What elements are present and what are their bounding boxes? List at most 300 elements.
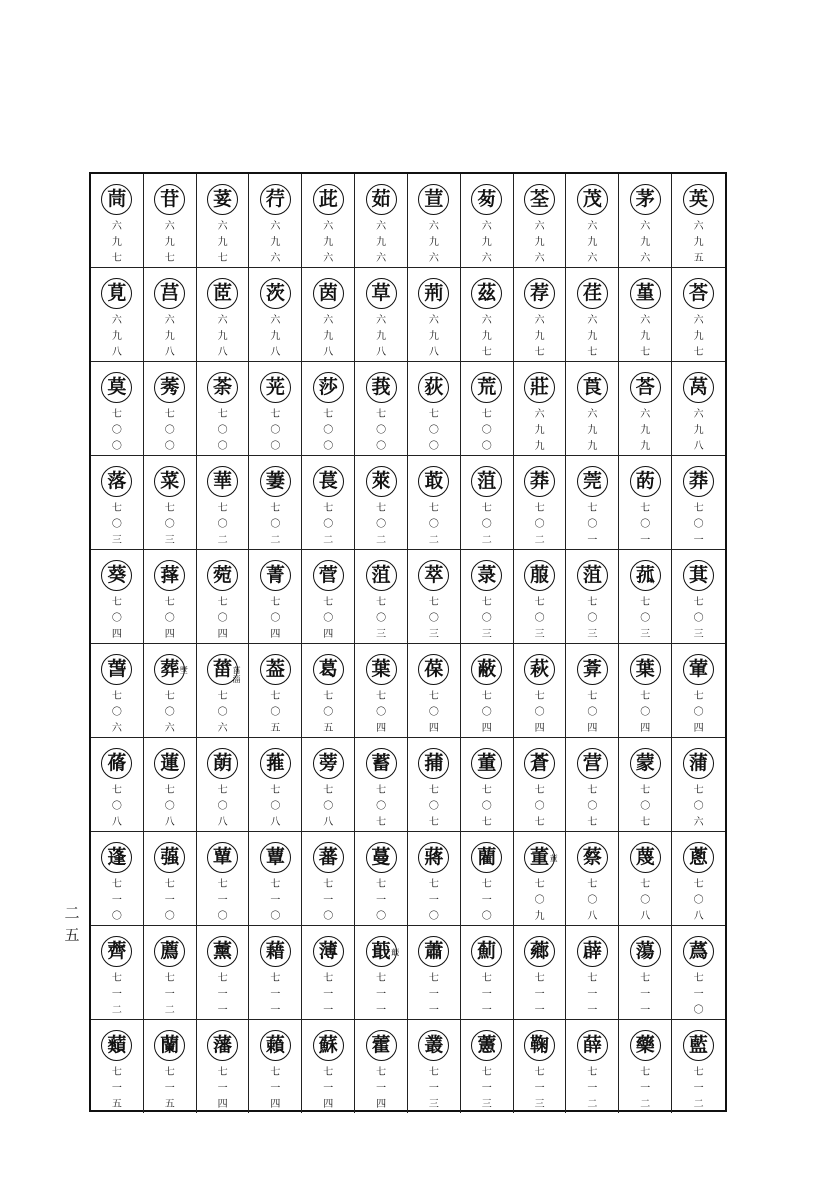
table-cell <box>408 1020 461 1113</box>
table-cell <box>355 362 408 456</box>
page-reference: 七 〇 四 <box>323 597 334 640</box>
table-cell <box>514 268 567 362</box>
circled-character: 萃 <box>418 560 449 591</box>
page-reference: 七 一 〇 <box>217 879 228 922</box>
page-reference: 七 〇 七 <box>481 785 492 828</box>
circled-character: 藩 <box>207 1030 238 1061</box>
circled-character: 茈 <box>313 184 344 215</box>
page-reference: 七 〇 七 <box>376 785 387 828</box>
table-cell <box>619 832 672 926</box>
page-reference: 七 一 二 <box>587 1067 598 1110</box>
page-reference: 七 〇 三 <box>640 597 651 640</box>
circled-character: 萊 <box>366 466 397 497</box>
circled-character: 堇 <box>630 278 661 309</box>
circled-character: 英 <box>683 184 714 215</box>
circled-character: 茅 <box>630 184 661 215</box>
circled-character: 菰 <box>630 560 661 591</box>
table-cell <box>355 926 408 1020</box>
table-cell <box>619 926 672 1020</box>
circled-character: 蘇 <box>313 1030 344 1061</box>
table-cell <box>302 1020 355 1113</box>
circled-character: 茼 <box>101 184 132 215</box>
page-reference: 七 一 〇 <box>164 879 175 922</box>
circled-character: 营 <box>577 748 608 779</box>
circled-character: 蔓 <box>366 842 397 873</box>
table-cell <box>144 268 197 362</box>
circled-character: 菹 <box>577 560 608 591</box>
circled-character: 莽 <box>524 466 555 497</box>
page-reference: 七 一 一 <box>534 973 545 1016</box>
page-reference: 七 〇 八 <box>111 785 122 828</box>
page-reference: 七 〇 一 <box>640 503 651 546</box>
page-reference: 七 一 四 <box>323 1067 334 1110</box>
page-reference: 六 九 七 <box>164 221 175 264</box>
table-cell <box>355 550 408 644</box>
table-cell <box>91 644 144 738</box>
circled-character: 薺 <box>101 936 132 967</box>
table-cell <box>197 738 250 832</box>
circled-character: 蓬 <box>101 842 132 873</box>
circled-character: 菂 <box>630 466 661 497</box>
table-cell <box>566 550 619 644</box>
circled-character: 藿 <box>366 1030 397 1061</box>
table-cell <box>91 738 144 832</box>
circled-character: 苷 <box>154 184 185 215</box>
table-cell <box>302 738 355 832</box>
circled-character: 蔿 <box>683 936 714 967</box>
page-reference: 七 一 五 <box>164 1067 175 1110</box>
circled-character: 薦 <box>154 936 185 967</box>
table-cell <box>672 174 725 268</box>
circled-character: 蒲 <box>683 748 714 779</box>
circled-character: 萁 <box>683 560 714 591</box>
table-cell <box>249 268 302 362</box>
page-reference: 七 一 二 <box>111 973 122 1016</box>
page-reference: 七 〇 〇 <box>164 409 175 452</box>
page-reference: 七 〇 八 <box>217 785 228 828</box>
table-cell <box>461 644 514 738</box>
circled-character: 蘭 <box>154 1030 185 1061</box>
page-reference: 七 一 三 <box>481 1067 492 1110</box>
circled-character: 薊 <box>471 936 502 967</box>
page-reference: 七 〇 三 <box>481 597 492 640</box>
page-reference: 六 九 六 <box>376 221 387 264</box>
table-cell <box>672 644 725 738</box>
table-cell <box>672 926 725 1020</box>
circled-character: 薰 <box>207 936 238 967</box>
table-cell <box>355 268 408 362</box>
page-reference: 七 〇 三 <box>428 597 439 640</box>
table-cell <box>619 644 672 738</box>
circled-character: 落 <box>101 466 132 497</box>
circled-character: 茵 <box>313 278 344 309</box>
page-reference: 七 〇 四 <box>164 597 175 640</box>
circled-character: 菔 <box>524 560 555 591</box>
table-cell <box>566 644 619 738</box>
page-reference: 七 〇 〇 <box>428 409 439 452</box>
circled-character: 萚 <box>154 560 185 591</box>
table-cell <box>566 362 619 456</box>
page-reference: 六 九 八 <box>323 315 334 358</box>
circled-character: 荃 <box>524 184 555 215</box>
table-cell <box>144 174 197 268</box>
table-cell <box>619 1020 672 1113</box>
table-cell <box>91 1020 144 1113</box>
table-cell <box>249 644 302 738</box>
page-reference: 七 〇 八 <box>323 785 334 828</box>
table-cell <box>408 550 461 644</box>
table-cell <box>144 926 197 1020</box>
page-reference: 七 一 三 <box>428 1067 439 1110</box>
table-cell <box>355 738 408 832</box>
circled-character: 莧 <box>101 278 132 309</box>
page-reference: 七 〇 二 <box>428 503 439 546</box>
page-reference: 六 九 七 <box>534 315 545 358</box>
table-cell <box>672 362 725 456</box>
circled-character: 萋 <box>260 466 291 497</box>
page-reference: 七 〇 〇 <box>270 409 281 452</box>
circled-character: 荼 <box>207 372 238 403</box>
page-reference: 七 〇 四 <box>587 691 598 734</box>
circled-character: 萇 <box>313 466 344 497</box>
page-reference: 七 〇 三 <box>164 503 175 546</box>
circled-character: 莠 <box>154 372 185 403</box>
circled-character: 菉 <box>471 560 502 591</box>
table-cell <box>461 1020 514 1113</box>
table-cell <box>514 644 567 738</box>
variant-note: 董 <box>549 854 558 863</box>
page-reference: 七 〇 二 <box>217 503 228 546</box>
table-cell <box>619 268 672 362</box>
page-reference: 七 一 五 <box>111 1067 122 1110</box>
page-reference: 七 〇 〇 <box>481 409 492 452</box>
table-cell <box>408 362 461 456</box>
circled-character: 蓄 <box>366 748 397 779</box>
circled-character: 萩 <box>524 654 555 685</box>
table-cell <box>355 456 408 550</box>
circled-character: 莴 <box>683 372 714 403</box>
table-cell <box>197 926 250 1020</box>
circled-character: 菁 <box>260 560 291 591</box>
page-reference: 六 九 八 <box>428 315 439 358</box>
page-reference: 七 〇 七 <box>534 785 545 828</box>
table-cell <box>408 644 461 738</box>
page-reference: 七 一 〇 <box>323 879 334 922</box>
table-cell <box>672 550 725 644</box>
table-cell <box>91 174 144 268</box>
table-cell <box>619 738 672 832</box>
page-reference: 六 九 六 <box>587 221 598 264</box>
table-cell <box>461 832 514 926</box>
page-reference: 七 〇 三 <box>376 597 387 640</box>
circled-character: 草 <box>366 278 397 309</box>
table-cell <box>566 1020 619 1113</box>
table-cell <box>302 832 355 926</box>
page-reference: 七 〇 八 <box>587 879 598 922</box>
page-reference: 六 九 七 <box>217 221 228 264</box>
page-reference: 七 〇 五 <box>270 691 281 734</box>
table-cell <box>249 362 302 456</box>
table-cell <box>91 362 144 456</box>
table-cell <box>566 832 619 926</box>
table-cell <box>197 362 250 456</box>
page-reference: 七 〇 七 <box>587 785 598 828</box>
table-cell <box>249 832 302 926</box>
circled-character: 蕺 <box>366 936 397 967</box>
circled-character: 蘱 <box>101 1030 132 1061</box>
page-reference: 七 〇 九 <box>534 879 545 922</box>
table-cell <box>408 456 461 550</box>
table-cell <box>197 832 250 926</box>
circled-character: 莒 <box>154 278 185 309</box>
page-reference: 七 〇 三 <box>534 597 545 640</box>
page-reference: 七 〇 四 <box>428 691 439 734</box>
page-reference: 六 九 八 <box>693 409 704 452</box>
table-cell <box>144 644 197 738</box>
circled-character: 薌 <box>524 936 555 967</box>
circled-character: 莎 <box>313 372 344 403</box>
page-reference: 七 〇 四 <box>481 691 492 734</box>
table-cell <box>249 1020 302 1113</box>
circled-character: 蓨 <box>101 748 132 779</box>
circled-character: 蕭 <box>418 936 449 967</box>
circled-character: 荇 <box>260 184 291 215</box>
table-cell <box>144 738 197 832</box>
page-reference: 七 一 一 <box>428 973 439 1016</box>
page-reference: 六 九 六 <box>534 221 545 264</box>
page-reference: 六 九 六 <box>481 221 492 264</box>
table-cell <box>302 926 355 1020</box>
circled-character: 菆 <box>418 466 449 497</box>
page-reference: 六 九 六 <box>640 221 651 264</box>
circled-character: 荅 <box>630 372 661 403</box>
circled-character: 莊 <box>524 372 555 403</box>
circled-character: 鞠 <box>524 1030 555 1061</box>
table-cell <box>408 738 461 832</box>
circled-character: 蕈 <box>260 842 291 873</box>
table-cell <box>408 174 461 268</box>
table-cell <box>566 456 619 550</box>
page-reference: 六 九 八 <box>270 315 281 358</box>
table-cell <box>408 832 461 926</box>
table-cell <box>408 268 461 362</box>
page-reference: 六 九 七 <box>587 315 598 358</box>
circled-character: 藼 <box>471 1030 502 1061</box>
table-cell <box>197 174 250 268</box>
page-reference: 七 〇 七 <box>640 785 651 828</box>
page-reference: 七 〇 〇 <box>111 409 122 452</box>
circled-character: 蓢 <box>207 748 238 779</box>
table-cell <box>144 832 197 926</box>
page-reference: 七 〇 二 <box>376 503 387 546</box>
page-reference: 六 九 七 <box>640 315 651 358</box>
circled-character: 葵 <box>101 560 132 591</box>
page-reference: 七 〇 〇 <box>217 409 228 452</box>
page-reference: 七 〇 四 <box>693 691 704 734</box>
table-cell <box>302 456 355 550</box>
table-cell <box>514 174 567 268</box>
table-cell <box>144 456 197 550</box>
table-cell <box>249 456 302 550</box>
page-reference: 六 九 七 <box>481 315 492 358</box>
table-cell <box>197 550 250 644</box>
table-cell <box>461 362 514 456</box>
table-cell <box>514 832 567 926</box>
table-cell <box>197 1020 250 1113</box>
page-reference: 七 〇 六 <box>693 785 704 828</box>
page-reference: 七 〇 二 <box>323 503 334 546</box>
table-cell <box>91 832 144 926</box>
page-reference: 六 九 九 <box>587 409 598 452</box>
circled-character: 藉 <box>260 936 291 967</box>
circled-character: 薛 <box>577 1030 608 1061</box>
circled-character: 蒙 <box>630 748 661 779</box>
page-reference: 七 一 一 <box>217 973 228 1016</box>
table-cell <box>302 362 355 456</box>
table-cell <box>566 926 619 1020</box>
circled-character: 蔣 <box>418 842 449 873</box>
table-cell <box>91 926 144 1020</box>
circled-character: 藾 <box>260 1030 291 1061</box>
circled-character: 荊 <box>418 278 449 309</box>
circled-character: 蓮 <box>154 748 185 779</box>
circled-character: 董 <box>524 842 555 873</box>
circled-character: 菹 <box>471 466 502 497</box>
circled-character: 葢 <box>260 654 291 685</box>
circled-character: 茹 <box>366 184 397 215</box>
circled-character: 薄 <box>313 936 344 967</box>
circled-character: 萅 <box>101 654 132 685</box>
table-cell <box>461 738 514 832</box>
circled-character: 茨 <box>260 278 291 309</box>
page-reference: 七 〇 八 <box>640 879 651 922</box>
page-reference: 七 一 一 <box>270 973 281 1016</box>
variant-note: 菑淄 <box>232 666 241 684</box>
circled-character: 菜 <box>154 466 185 497</box>
table-cell <box>566 174 619 268</box>
table-cell <box>672 738 725 832</box>
table-cell <box>514 1020 567 1113</box>
page-reference: 七 一 一 <box>376 973 387 1016</box>
circled-character: 蔃 <box>154 842 185 873</box>
circled-character: 蕃 <box>313 842 344 873</box>
circled-character: 蔑 <box>630 842 661 873</box>
page-reference: 七 〇 四 <box>376 691 387 734</box>
page-reference: 七 一 一 <box>323 973 334 1016</box>
page-reference: 七 〇 四 <box>640 691 651 734</box>
table-cell <box>355 174 408 268</box>
page-reference: 六 九 六 <box>270 221 281 264</box>
table-cell <box>408 926 461 1020</box>
page-reference: 七 一 二 <box>164 973 175 1016</box>
page-reference: 七 一 〇 <box>481 879 492 922</box>
page-reference: 七 〇 二 <box>534 503 545 546</box>
circled-character: 蒱 <box>418 748 449 779</box>
table-cell <box>144 1020 197 1113</box>
circled-character: 葘 <box>207 654 238 685</box>
page-reference: 六 九 八 <box>111 315 122 358</box>
table-cell <box>672 832 725 926</box>
table-cell <box>672 1020 725 1113</box>
page-reference: 七 一 二 <box>640 1067 651 1110</box>
table-cell <box>355 644 408 738</box>
page-reference: 六 九 八 <box>164 315 175 358</box>
circled-character: 藺 <box>471 842 502 873</box>
page-reference: 七 〇 二 <box>481 503 492 546</box>
page-reference: 七 〇 四 <box>534 691 545 734</box>
page-reference: 七 〇 三 <box>587 597 598 640</box>
page-reference: 七 〇 八 <box>270 785 281 828</box>
circled-character: 蕇 <box>207 842 238 873</box>
table-cell <box>619 550 672 644</box>
circled-character: 蔥 <box>683 842 714 873</box>
page-reference: 六 九 七 <box>693 315 704 358</box>
circled-character: 董 <box>471 748 502 779</box>
page-reference: 七 〇 一 <box>587 503 598 546</box>
circled-character: 荒 <box>471 372 502 403</box>
circled-character: 葆 <box>418 654 449 685</box>
table-cell <box>514 550 567 644</box>
page-reference: 七 〇 四 <box>217 597 228 640</box>
page-reference: 七 一 一 <box>481 973 492 1016</box>
page-reference: 七 〇 四 <box>270 597 281 640</box>
circled-character: 莪 <box>366 372 397 403</box>
circled-character: 葬 <box>154 654 185 685</box>
circled-character: 荽 <box>207 184 238 215</box>
page-reference: 七 一 〇 <box>270 879 281 922</box>
circled-character: 荻 <box>418 372 449 403</box>
circled-character: 華 <box>207 466 238 497</box>
table-cell <box>302 644 355 738</box>
table-cell <box>302 268 355 362</box>
table-cell <box>514 738 567 832</box>
page-reference: 六 九 六 <box>323 221 334 264</box>
table-cell <box>461 268 514 362</box>
page-reference: 六 九 九 <box>640 409 651 452</box>
table-cell <box>144 362 197 456</box>
table-cell <box>302 174 355 268</box>
table-cell <box>249 550 302 644</box>
page-reference: 七 〇 一 <box>693 503 704 546</box>
character-table <box>89 172 727 1112</box>
table-cell <box>249 738 302 832</box>
circled-character: 蓷 <box>260 748 291 779</box>
page-reference: 六 九 九 <box>534 409 545 452</box>
circled-character: 荁 <box>418 184 449 215</box>
table-cell <box>355 1020 408 1113</box>
circled-character: 莨 <box>577 372 608 403</box>
page-reference: 七 〇 五 <box>323 691 334 734</box>
page-number: 二五 <box>64 904 80 944</box>
page-reference: 六 九 八 <box>217 315 228 358</box>
page-reference: 六 九 六 <box>428 221 439 264</box>
table-cell <box>514 362 567 456</box>
circled-character: 荅 <box>683 278 714 309</box>
page-reference: 六 九 八 <box>376 315 387 358</box>
circled-character: 蕩 <box>630 936 661 967</box>
table-cell <box>249 174 302 268</box>
table-cell <box>566 738 619 832</box>
table-cell <box>91 456 144 550</box>
table-cell <box>461 456 514 550</box>
page-reference: 七 一 三 <box>534 1067 545 1110</box>
table-cell <box>619 362 672 456</box>
page-reference: 七 〇 八 <box>693 879 704 922</box>
circled-character: 葷 <box>683 654 714 685</box>
table-cell <box>461 926 514 1020</box>
table-cell <box>672 268 725 362</box>
page-reference: 七 一 一 <box>640 973 651 1016</box>
